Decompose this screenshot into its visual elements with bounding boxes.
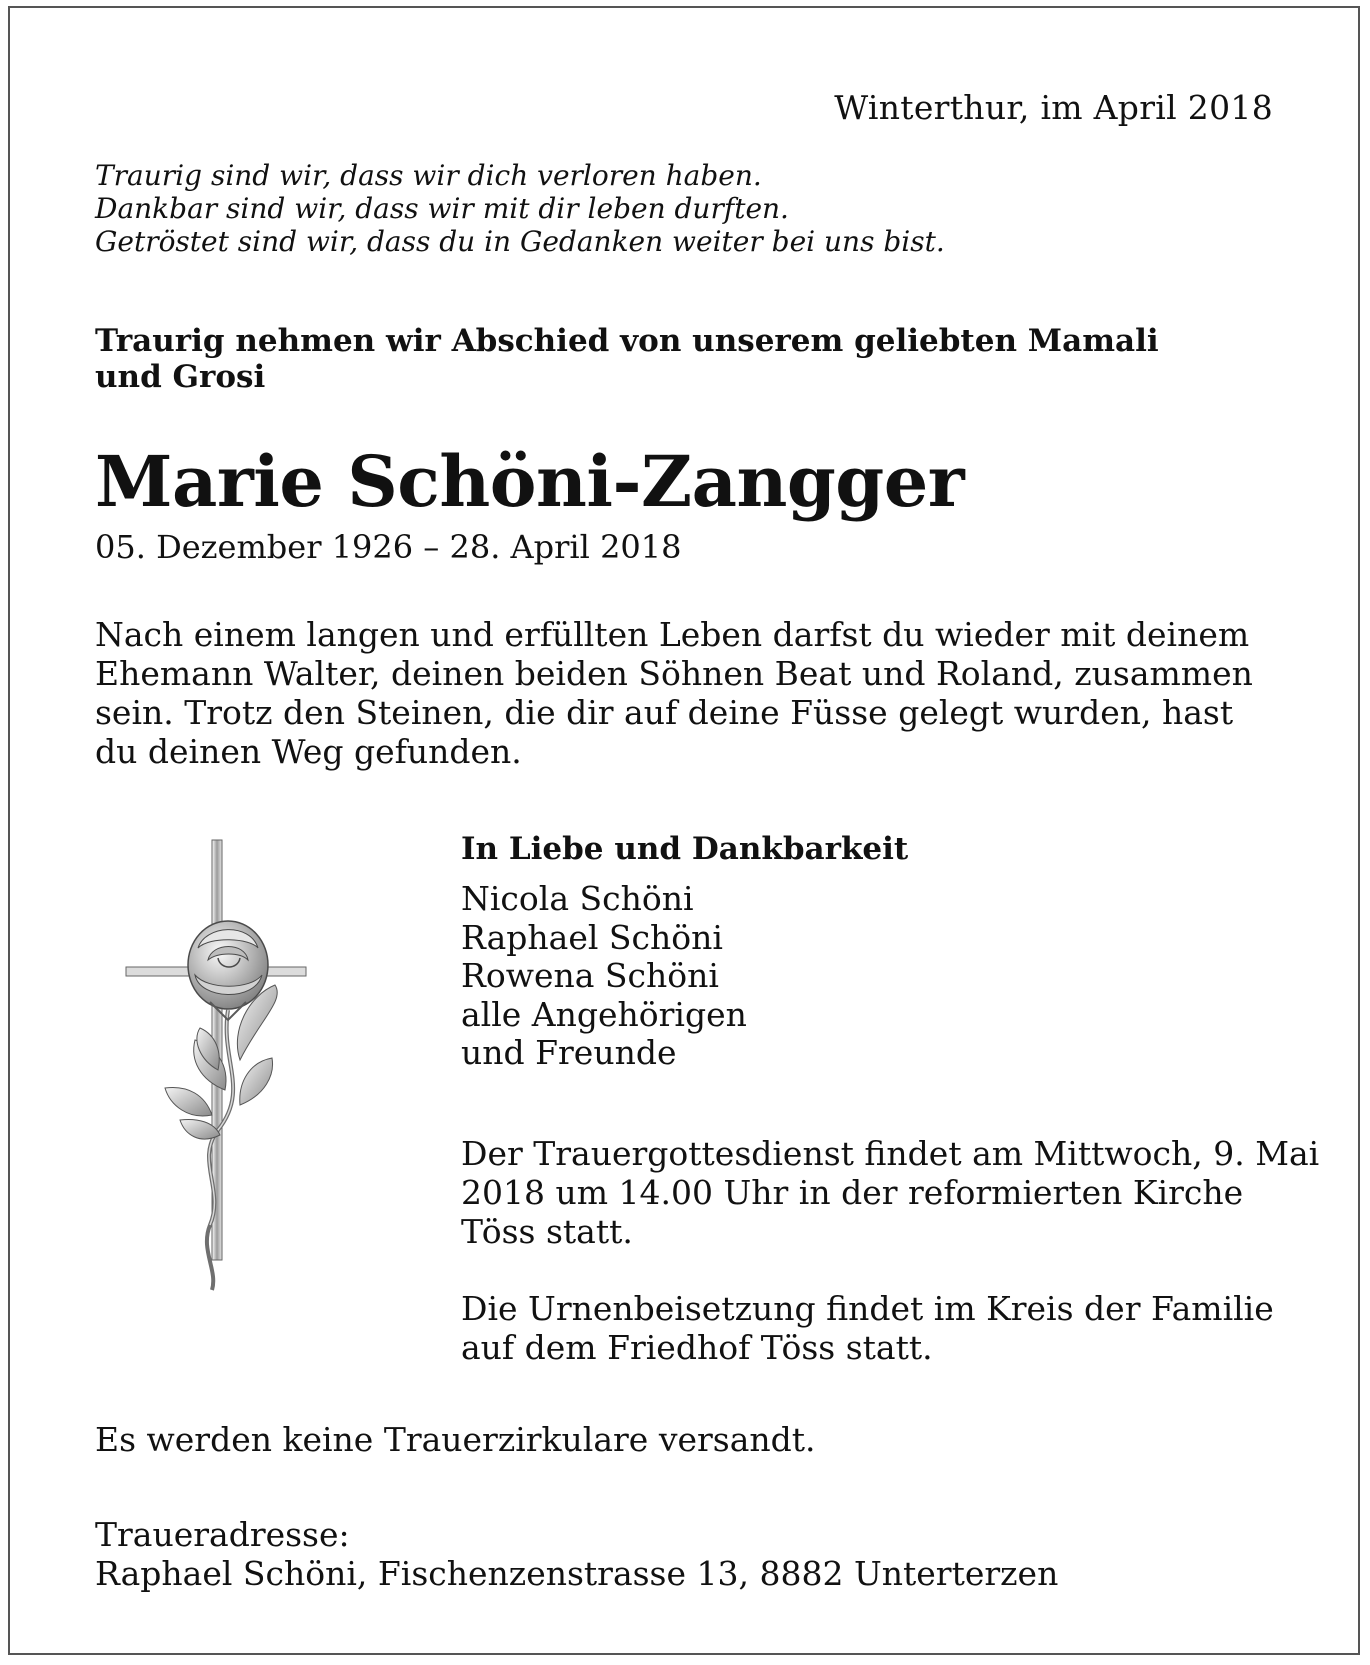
address-label: Traueradresse:: [95, 1515, 350, 1554]
memorial-quote: [95, 159, 945, 258]
quote-line: Traurig sind wir, dass wir dich verloren haben.: [95, 159, 762, 192]
farewell-intro: Traurig nehmen wir Abschied von unserem geliebten Mamali und Grosi: [95, 323, 1159, 395]
life-dates: 05. Dezember 1926 – 28. April 2018: [95, 528, 682, 566]
deceased-name: Marie Schöni-Zangger: [95, 440, 965, 523]
service-info: Der Trauergottesdienst findet am Mittwoch, 9. Mai 2018 um 14.00 Uhr in der reformierten Kirche Töss statt.: [461, 1134, 1320, 1251]
thanks-heading: In Liebe und Dankbarkeit: [461, 831, 909, 867]
signer: und Freunde: [461, 1033, 677, 1072]
signers-list: [461, 880, 747, 1073]
signer: Rowena Schöni: [461, 956, 719, 995]
place-date: Winterthur, im April 2018: [834, 88, 1273, 127]
signer: Nicola Schöni: [461, 879, 694, 918]
burial-info: Die Urnenbeisetzung findet im Kreis der Familie auf dem Friedhof Töss statt.: [461, 1289, 1274, 1367]
quote-line: Getröstet sind wir, dass du in Gedanken weiter bei uns bist.: [95, 225, 945, 258]
quote-line: Dankbar sind wir, dass wir mit dir leben durften.: [95, 192, 789, 225]
signer: alle Angehörigen: [461, 994, 747, 1034]
obituary-text: Nach einem langen und erfüllten Leben darfst du wieder mit deinem Ehemann Walter, deinen beiden Söhnen Beat und Roland, zusammen sein. Trotz den Steinen, die dir auf deine Füsse gelegt wurden, hast du deinen Weg gefunden.: [95, 615, 1253, 771]
mourning-address: Raphael Schöni, Fischenzenstrasse 13, 8882 Unterterzen: [95, 1554, 1059, 1593]
signer: Raphael Schöni: [461, 917, 723, 957]
cross-with-rose-icon: [100, 830, 335, 1360]
circular-notice: Es werden keine Trauerzirkulare versandt.: [95, 1420, 816, 1459]
